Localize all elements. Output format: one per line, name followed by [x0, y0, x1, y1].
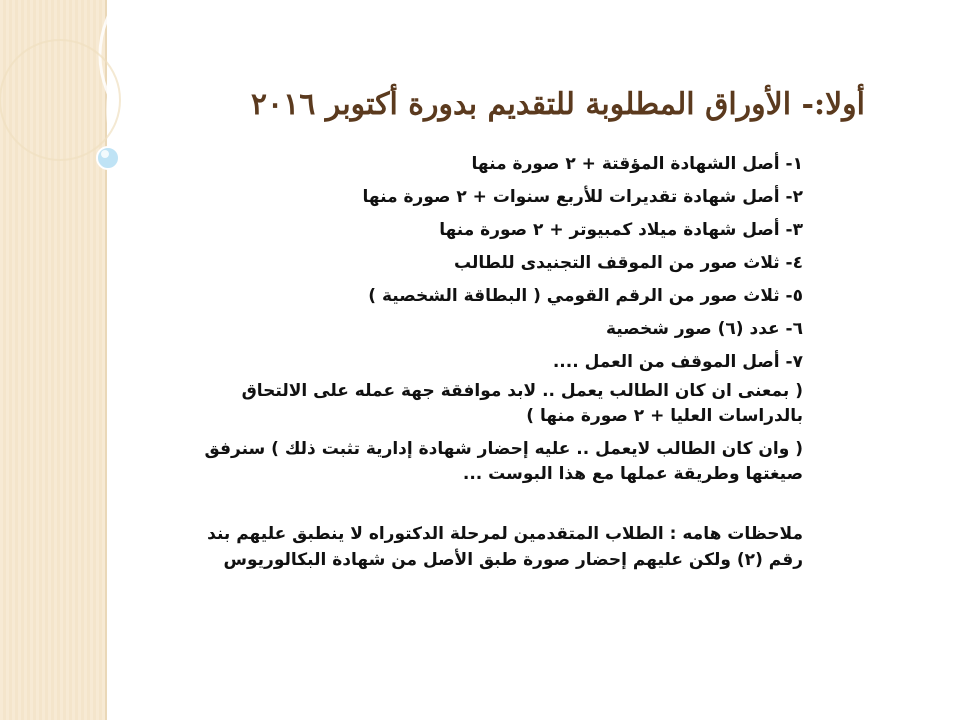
- list-item: ٧- أصل الموقف من العمل ....: [552, 352, 803, 372]
- deco-ring-inner: [0, 40, 120, 160]
- explanation-paragraph: ( بمعنى ان كان الطالب يعمل .. لابد موافقة جهة عمله على الالتحاق بالدراسات العليا + ٢ صورة منها ): [241, 381, 803, 426]
- explanation-paragraph: ( وان كان الطالب لايعمل .. عليه إحضار شهادة إدارية تثبت ذلك ) سنرفق صيغتها وطريقة عملها مع هذا البوست ...: [204, 439, 803, 484]
- list-item: ١- أصل الشهادة المؤقتة + ٢ صورة منها: [471, 154, 803, 174]
- list-item: ٤- ثلاث صور من الموقف التجنيدى للطالب: [454, 253, 803, 273]
- list-item: ٦- عدد (٦) صور شخصية: [605, 319, 803, 339]
- slide-title: أولا:- الأوراق المطلوبة للتقديم بدورة أكتوبر ٢٠١٦: [250, 87, 865, 122]
- list-item: ٥- ثلاث صور من الرقم القومي ( البطاقة الشخصية ): [368, 286, 803, 306]
- important-note: ملاحظات هامه : الطلاب المتقدمين لمرحلة الدكتوراه لا ينطبق عليهم بند رقم (٢) ولكن عليهم إحضار صورة طبق الأصل من شهادة البكالوريوس: [207, 524, 803, 570]
- bullet-dot-highlight: [101, 150, 109, 158]
- requirements-list: [175, 148, 803, 573]
- list-item: ٢- أصل شهادة تقديرات للأربع سنوات + ٢ صورة منها: [362, 187, 803, 207]
- list-item: ٣- أصل شهادة ميلاد كمبيوتر + ٢ صورة منها: [439, 220, 803, 240]
- bullet-dot: [97, 147, 119, 169]
